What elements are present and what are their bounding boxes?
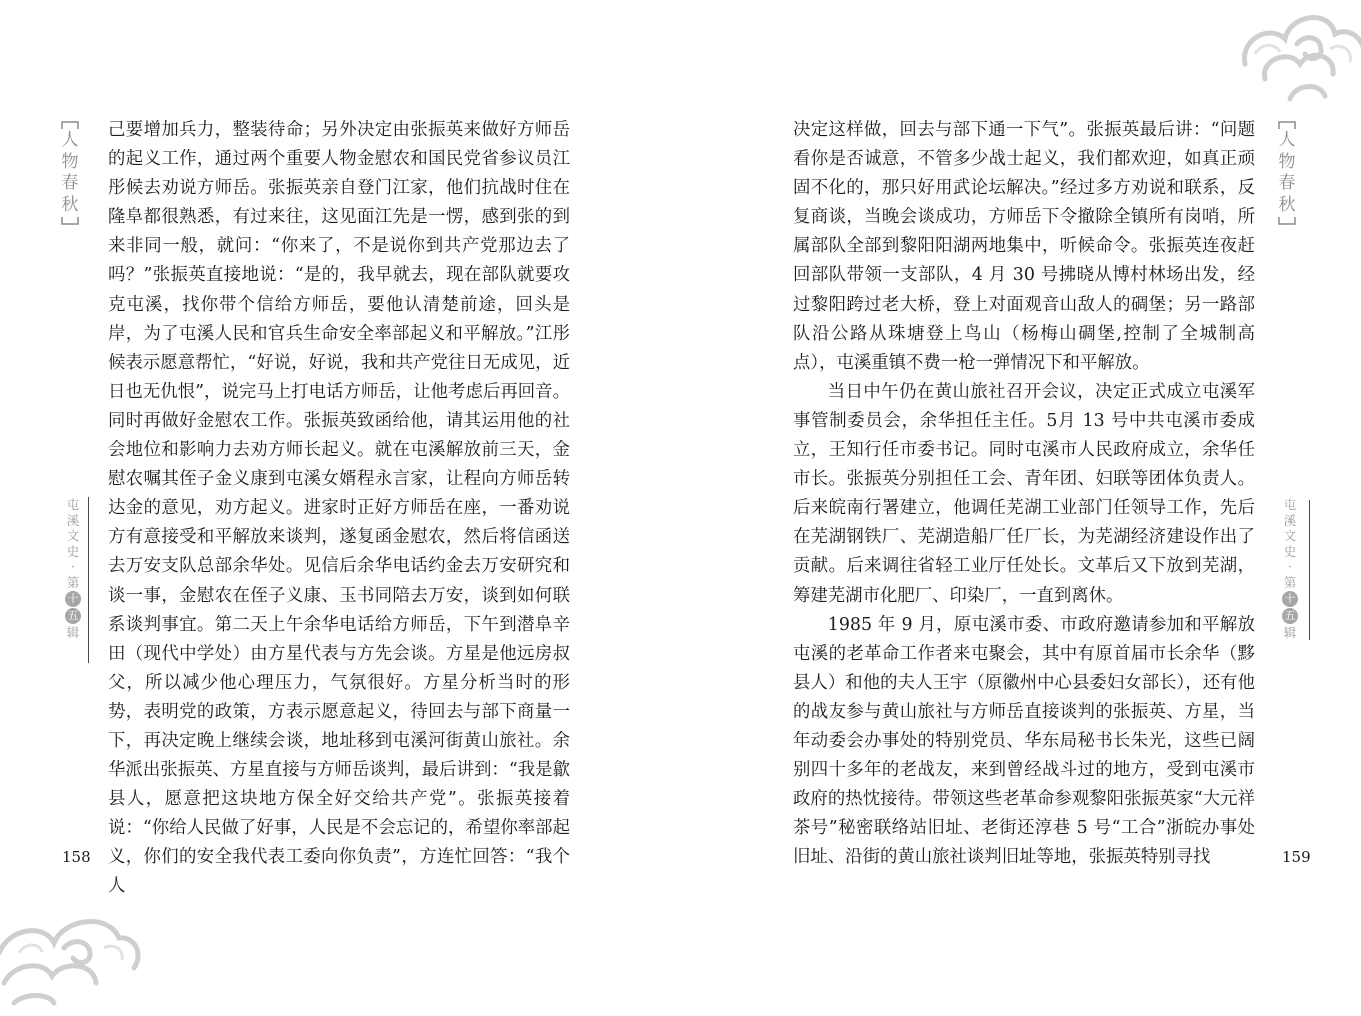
paragraph: 当日中午仍在黄山旅社召开会议，决定正式成立屯溪军事管制委员会，余华担任主任。5月 13 号中共屯溪市委成立，王知行任市委书记。同时屯溪市人民政府成立，余华任市长。张振英分别担任工会、青年团、妇联等团体负责人。后来皖南行署建立，他调任芜湖工业部门任领导工作，先后在芜湖钢铁厂、芜湖造船厂任厂长，为芜湖经济建设作出了贡献。后来调往省轻工业厅任处长。文革后又下放到芜湖，筹建芜湖市化肥厂、印染厂，一直到离休。: [793, 381, 1255, 606]
journal-char: 辑: [1283, 625, 1297, 640]
paragraph: 决定这样做，回去与部下通一下气”。张振英最后讲：“问题看你是否诚意，不管多少战士起义，我们都欢迎，如真正顽固不化的，那只好用武论坛解决。”经过多方劝说和联系，反复商谈，当晚会谈成功，方师岳下令撤除全镇所有岗哨，所属部队全部到黎阳阳湖两地集中，听候命令。张振英连夜赶回部队带领一支部队，4 月 30 号拂晓从博村林场出发，经过黎阳跨过老大桥，登上对面观音山敌人的碉堡；另一路部队沿公路从珠塘登上鸟山（杨梅山碉堡,控制了全城制高点），屯溪重镇不费一枪一弹情况下和平解放。: [793, 120, 1255, 373]
bracket-top: [1276, 120, 1298, 130]
series-char: 人: [1278, 130, 1296, 150]
series-char: 秋: [61, 194, 79, 215]
page-number-right: 159: [1282, 848, 1311, 866]
series-char: 物: [1278, 151, 1296, 172]
issue-number-badge: 五: [1282, 608, 1298, 624]
paragraph: 1985 年 9 月，原屯溪市委、市政府邀请参加和平解放屯溪的老革命工作者来屯聚会，其中有原首届市长余华（黟县人）和他的夫人王宇（原徽州中心县委妇女部长），还有他的战友参与黄山旅社与方师岳直接谈判的张振英、方星，当年动委会办事处的特别党员、华东局秘书长朱光，这些已阔别四十多年的老战友，来到曾经战斗过的地方，受到屯溪市政府的热忱接待。带领这些老革命参观黎阳张振英家“大元祥茶号”秘密联络站旧址、老街还淳巷 5 号“工合”浙皖办事处旧址、沿街的黄山旅社谈判旧址等地，张振英特别寻找: [793, 614, 1255, 868]
bracket-bottom: [1276, 216, 1298, 226]
issue-number-badge: 十: [65, 591, 81, 607]
journal-char: ·: [1288, 559, 1292, 574]
bracket-bottom: [59, 216, 81, 226]
bracket-top: [59, 120, 81, 130]
journal-char: 史: [66, 543, 80, 559]
right-page-body: [793, 116, 1255, 872]
cloud-ornament-top-right: [1235, 4, 1361, 109]
journal-char: 文: [1283, 528, 1297, 543]
series-char: 春: [1278, 173, 1296, 193]
journal-char: 屯: [66, 497, 80, 512]
journal-char: 史: [1283, 543, 1297, 559]
series-char: 人: [61, 130, 79, 150]
paragraph: 己要增加兵力，整装待命；另外决定由张振英来做好方师岳的起义工作，通过两个重要人物金慰农和国民党省参议员江彤候去劝说方师岳。张振英亲自登门江家，他们抗战时住在隆阜都很熟悉，有过来往，这见面江先是一愣，感到张的到来非同一般，就问：“你来了，不是说你到共产党那边去了吗？”张振英直接地说：“是的，我早就去，现在部队就要攻克屯溪，找你带个信给方师岳，要他认清楚前途，回头是岸，为了屯溪人民和官兵生命安全率部起义和平解放。”江彤候表示愿意帮忙，“好说，好说，我和共产党往日无成见，近日也无仇恨”，说完马上打电话方师岳，让他考虑后再回音。同时再做好金慰农工作。张振英致函给他，请其运用他的社会地位和影响力去劝方师长起义。就在屯溪解放前三天，金慰农嘱其侄子金义康到屯溪女婿程永言家，让程向方师岳转达金的意见，劝方起义。进家时正好方师岳在座，一番劝说方有意接受和平解放来谈判，遂复函金慰农，然后将信函送去万安支队总部余华处。见信后余华电话约金去万安研究和谈一事，金慰农在侄子义康、玉书同陪去万安，谈到如何联系谈判事宜。第二天上午余华电话给方师岳，下午到潜阜辛田（现代中学处）由方星代表与方先会谈。方星是他远房叔父，所以减少他心理压力，气氛很好。方星分析当时的形势，表明党的政策，方表示愿意起义，待回去与部下商量一下，再决定晚上继续会谈，地址移到屯溪河街黄山旅社。余华派出张振英、方星直接与方师岳谈判，最后讲到：“我是歙县人，愿意把这块地方保全好交给共产党”。张振英接着说：“你给人民做了好事，人民是不会忘记的，希望你率部起义，你们的安全我代表工委向你负责”，方连忙回答：“我个人: [108, 120, 570, 897]
series-char: 春: [61, 173, 79, 193]
journal-char: 辑: [66, 625, 80, 640]
series-char: 物: [61, 151, 79, 172]
page-number-left: 158: [62, 848, 91, 866]
journal-tag-right: [1279, 497, 1301, 641]
series-char: 秋: [1278, 194, 1296, 215]
journal-char: 屯: [1283, 497, 1297, 512]
journal-char: 溪: [66, 512, 80, 528]
issue-number-badge: 十: [1282, 591, 1298, 607]
left-page-body: [108, 116, 570, 902]
journal-char: 溪: [1283, 512, 1297, 528]
issue-number-badge: 五: [65, 608, 81, 624]
journal-char: 文: [66, 528, 80, 543]
journal-char: ·: [71, 559, 75, 574]
cloud-ornament-bottom-left: [0, 898, 144, 1008]
series-tag-left: [59, 120, 81, 226]
divider-line-left: [88, 497, 89, 663]
journal-char: 第: [66, 574, 80, 590]
journal-char: 第: [1283, 574, 1297, 590]
divider-line-right: [1309, 500, 1310, 640]
series-tag-right: [1276, 120, 1298, 226]
journal-tag-left: [62, 497, 84, 641]
